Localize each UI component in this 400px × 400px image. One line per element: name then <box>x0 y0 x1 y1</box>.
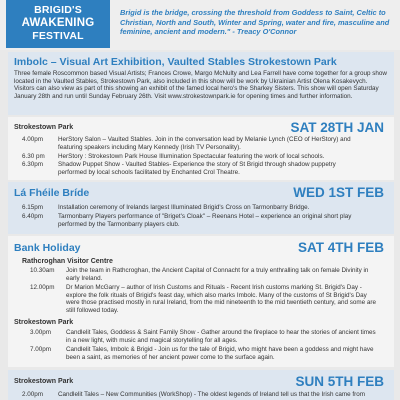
logo-line-2: AWAKENING <box>21 17 95 29</box>
event-date: SUN 5TH FEB <box>295 374 384 389</box>
event-description: HerStory : Strokestown Park House Illumination Spectacular featuring the work of local schools. <box>58 153 325 160</box>
header <box>0 0 400 50</box>
event-row <box>30 346 388 362</box>
event-description: Tarmonbarry Players performance of "Briget's Cloak" – Reenans Hotel – experience an original short play performed by the Tarmonbarry players club. <box>58 213 352 228</box>
event-time: 3.00pm <box>30 329 52 336</box>
logo-line-3: FESTIVAL <box>32 30 84 42</box>
event-row <box>22 161 388 177</box>
event-time: 6.30 pm <box>22 153 45 160</box>
sat-28-section <box>8 117 394 180</box>
header-quote: Brigid is the bridge, crossing the threshold from Goddess to Saint, Celtic to Christian, North and South, Winter and Spring, water and fire, masculine and feminine, ancient and modern." - Treacy O'Connor <box>120 8 390 37</box>
venue-label: Strokestown Park <box>14 124 74 131</box>
event-date: SAT 4TH FEB <box>297 240 384 255</box>
event-description: Installation ceremony of Irelands largest Illuminated Brigid's Cross on Tarmonbarry Bridge. <box>58 204 310 211</box>
event-row <box>22 204 388 212</box>
event-row <box>30 284 388 316</box>
venue-label: Strokestown Park <box>14 378 74 385</box>
event-row <box>22 391 388 399</box>
event-time: 6.40pm <box>22 213 44 220</box>
sub-venue-label: Strokestown Park <box>14 319 74 326</box>
event-row <box>22 213 388 229</box>
venue-label: Lá Fhéile Bríde <box>14 187 90 199</box>
event-description: Candlelit Tales, Imbolc & Brigid - Join us for the tale of Brigid, who might have been a goddess and might have been a saint, as memories of her ancient power come to the surface again. <box>66 346 374 361</box>
event-time: 12.00pm <box>30 284 55 291</box>
event-time: 10.30am <box>30 267 55 274</box>
sub-venue-label: Rathcroghan Visitor Centre <box>22 258 113 265</box>
festival-logo <box>6 0 110 48</box>
event-description: Shadow Puppet Show - Vaulted Stables- Experience the story of St Brigid through shadow puppetry performed by local schools facilitated by Enchanted Crol Theatre. <box>58 161 336 176</box>
event-description: Candlelit Tales – New Communities (WorkShop) - The oldest legends of Ireland tell us that the Irish came from <box>58 391 365 398</box>
event-row <box>22 153 388 161</box>
event-row <box>30 267 388 283</box>
sat-4-section <box>8 236 394 367</box>
event-row <box>22 136 388 152</box>
imbolc-title: Imbolc – Visual Art Exhibition, Vaulted Stables Strokestown Park <box>14 56 337 68</box>
event-description: Dr Marion McGarry – author of Irish Customs and Rituals - Recent Irish customs marking St. Brigid's Day - explore the folk rituals of Brigid's feast day, which also marks Imbolc. Many of the customs of St Brigid's Day were those practised mostly in rural Ireland, from the mid nineteenth to the mid twentieth century, and some are still followed today. <box>66 284 376 314</box>
event-date: SAT 28TH JAN <box>290 120 384 135</box>
event-time: 6.30pm <box>22 161 44 168</box>
event-description: HerStory Salon – Vaulted Stables. Join in the conversation lead by Melanie Lynch (CEO of HerStory) and featuring speakers including Mary Kennedy (Irish TV Personality). <box>58 136 351 151</box>
event-description: Join the team in Rathcroghan, the Ancient Capital of Connacht for a truly enthralling talk on female Divinity in early Ireland. <box>66 267 369 282</box>
event-time: 6.15pm <box>22 204 44 211</box>
imbolc-section <box>8 52 394 115</box>
event-time: 7.00pm <box>30 346 52 353</box>
event-time: 4.00pm <box>22 136 44 143</box>
wed-1-section <box>8 182 394 234</box>
event-date: WED 1ST FEB <box>293 185 384 200</box>
imbolc-text: Three female Roscommon based Visual Artists; Frances Crowe, Margo McNulty and Lea Farrell have come together for a group show located in the Vaulted Stables, Strokestown Park, also included in this show will be work by Ukrainian Artist Olena Kosakevych. Visitors can also view as part of this showing an exhibit of the famed local hero's the Sharkey Sisters. This show will open Saturday January 28th and run until Sunday February 26th. Visit www.strokestownpark.ie for opening times and further information. <box>14 70 387 100</box>
venue-label: Bank Holiday <box>14 242 81 254</box>
event-time: 2.00pm <box>22 391 44 398</box>
event-row <box>30 329 388 345</box>
event-description: Candlelit Tales, Goddess & Saint Family Show - Gather around the fireplace to hear the stories of ancient times in a new light, with music and magical storytelling for all ages. <box>66 329 376 344</box>
logo-line-1: BRIGID'S <box>34 4 82 16</box>
sun-5-section <box>8 370 394 400</box>
